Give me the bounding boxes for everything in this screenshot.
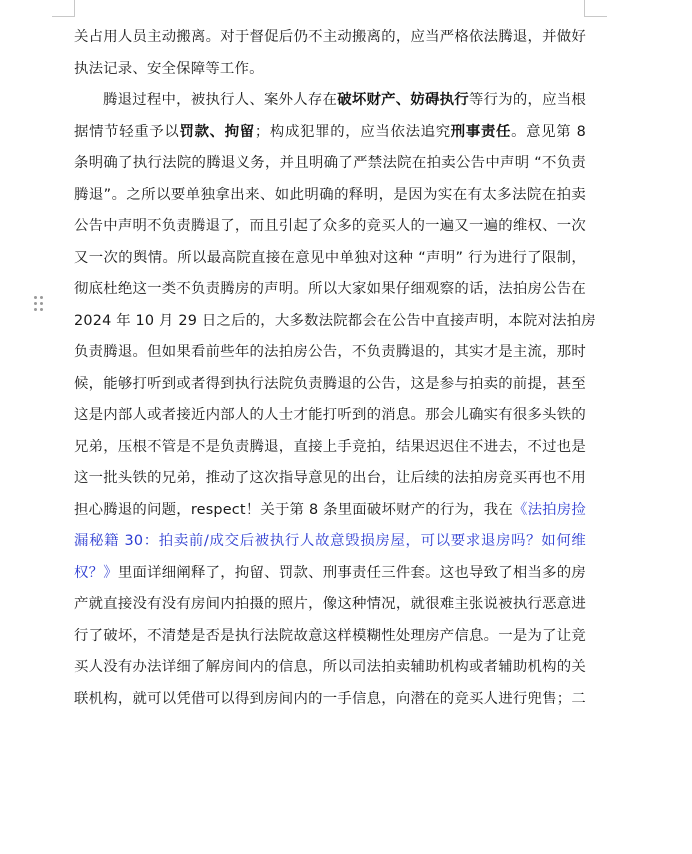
paragraph-drag-handle-icon[interactable] — [34, 296, 44, 312]
text-line — [74, 526, 586, 558]
bold-text: 破坏财产、妨碍执行 — [337, 92, 469, 108]
paragraph-2 — [74, 85, 596, 715]
text-line — [74, 117, 586, 149]
document-body — [74, 22, 596, 715]
text-line: 公告中声明不负责腾退了，而且引起了众多的竞买人的一遍又一遍的维权、一次 — [74, 218, 586, 234]
article-link[interactable]: 漏秘籍 30：拍卖前/成交后被执行人故意毁损房屋，可以要求退房吗？如何维 — [74, 533, 586, 549]
article-link[interactable]: 权？》 — [74, 564, 118, 581]
text-line: 行了破坏，不清楚是否是执行法院故意这样模糊性处理房产信息。一是为了让竞 — [74, 627, 586, 644]
text-line — [74, 558, 586, 590]
text-run: ；构成犯罪的，应当依法追究 — [254, 123, 451, 140]
text-line: 条明确了执行法院的腾退义务，并且明确了严禁法院在拍卖公告中声明 “不负责 — [74, 155, 586, 171]
text-line: 腾退”。之所以要单独拿出来、如此明确的释明，是因为实在有太多法院在拍卖 — [74, 186, 586, 203]
bold-text: 罚款、拘留 — [179, 123, 255, 140]
page-corner-mark-left — [52, 0, 75, 17]
text-line — [74, 85, 586, 117]
text-line: 产就直接没有没有房间内拍摄的照片，像这种情况，就很难主张说被执行恶意进 — [74, 596, 586, 612]
text-run: 担心腾退的问题，respect！关于第 8 条里面破坏财产的行为，我在 — [74, 501, 513, 518]
text-run: 据情节轻重予以 — [74, 123, 180, 140]
text-line: 这是内部人或者接近内部人的人士才能打听到的消息。那会儿确实有很多头铁的 — [74, 407, 586, 423]
text-line: 执法记录、安全保障等工作。 — [74, 60, 264, 77]
text-line — [74, 495, 586, 527]
text-run: 里面详细阐释了，拘留、罚款、刑事责任三件套。这也导致了相当多的房 — [117, 564, 586, 581]
article-link[interactable]: 《法拍房捡 — [512, 501, 586, 518]
text-line: 联机构，就可以凭借可以得到房间内的一手信息，向潜在的竞买人进行兜售；二 — [74, 690, 586, 707]
text-line: 这一批头铁的兄弟，推动了这次指导意见的出台，让后续的法拍房竞买再也不用 — [74, 470, 586, 486]
text-line: 候，能够打听到或者得到执行法院负责腾退的公告，这是参与拍卖的前提，甚至 — [74, 375, 586, 392]
text-run: 。意见第 8 — [511, 123, 586, 140]
text-line: 关占用人员主动搬离。对于督促后仍不主动搬离的，应当严格依法腾退，并做好 — [74, 29, 586, 45]
text-line: 彻底杜绝这一类不负责腾房的声明。所以大家如果仔细观察的话，法拍房公告在 — [74, 281, 586, 297]
text-line: 又一次的舆情。所以最高院直接在意见中单独对这种 “声明” 行为进行了限制， — [74, 249, 586, 266]
text-run: 等行为的，应当根 — [468, 92, 586, 108]
paragraph-1 — [74, 22, 586, 85]
text-run: 腾退过程中，被执行人、案外人存在 — [103, 92, 338, 108]
bold-text: 刑事责任 — [450, 123, 512, 140]
text-line: 买人没有办法详细了解房间内的信息，所以司法拍卖辅助机构或者辅助机构的关 — [74, 659, 586, 675]
page-corner-mark-right — [584, 0, 607, 17]
text-line: 负责腾退。但如果看前些年的法拍房公告，不负责腾退的，其实才是主流，那时 — [74, 344, 586, 360]
text-line: 兄弟，压根不管是不是负责腾退，直接上手竞拍，结果迟迟住不进去，不过也是 — [74, 438, 586, 455]
text-line: 2024 年 10 月 29 日之后的，大多数法院都会在公告中直接声明，本院对法拍房 — [74, 312, 596, 329]
